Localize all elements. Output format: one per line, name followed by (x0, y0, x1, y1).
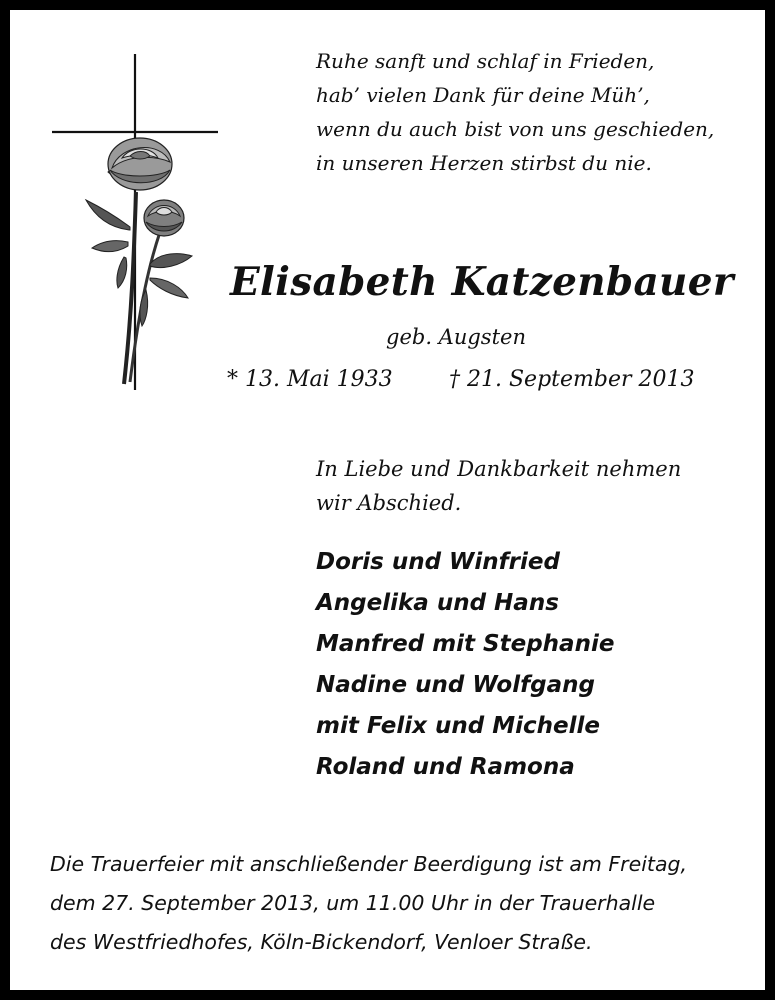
ceremony-notice (50, 845, 730, 962)
ceremony-line: dem 27. September 2013, um 11.00 Uhr in der Trauerhalle (50, 891, 656, 915)
poem (316, 44, 756, 180)
mourner-entry: Manfred mit Stephanie (316, 631, 615, 657)
mourner-entry: Nadine und Wolfgang (316, 672, 595, 698)
poem-line: wenn du auch bist von uns geschieden, (316, 117, 715, 141)
farewell-text (316, 452, 736, 520)
death-date: † 21. September 2013 (449, 367, 695, 392)
mourner-entry: Angelika und Hans (316, 590, 559, 616)
mourner-entry: Doris und Winfried (316, 549, 560, 575)
mourners-list (316, 542, 736, 788)
mourner-entry: Roland und Ramona (316, 754, 575, 780)
rose-icon (86, 138, 192, 384)
farewell-line: In Liebe und Dankbarkeit nehmen (316, 457, 682, 481)
poem-line: Ruhe sanft und schlaf in Frieden, (316, 49, 655, 73)
poem-line: in unseren Herzen stirbst du nie. (316, 151, 652, 175)
birth-date: * 13. Mai 1933 (227, 367, 393, 392)
poem-line: hab’ vielen Dank für deine Müh’, (316, 83, 650, 107)
mourner-entry: mit Felix und Michelle (316, 713, 600, 739)
ceremony-line: Die Trauerfeier mit anschließender Beerdigung ist am Freitag, (50, 852, 688, 876)
ceremony-line: des Westfriedhofes, Köln-Bickendorf, Venloer Straße. (50, 930, 593, 954)
cross-and-roses-emblem (50, 52, 220, 392)
maiden-name: geb. Augsten (386, 325, 526, 349)
farewell-line: wir Abschied. (316, 491, 462, 515)
deceased-name: Elisabeth Katzenbauer (230, 259, 734, 305)
cross-icon (50, 52, 220, 392)
